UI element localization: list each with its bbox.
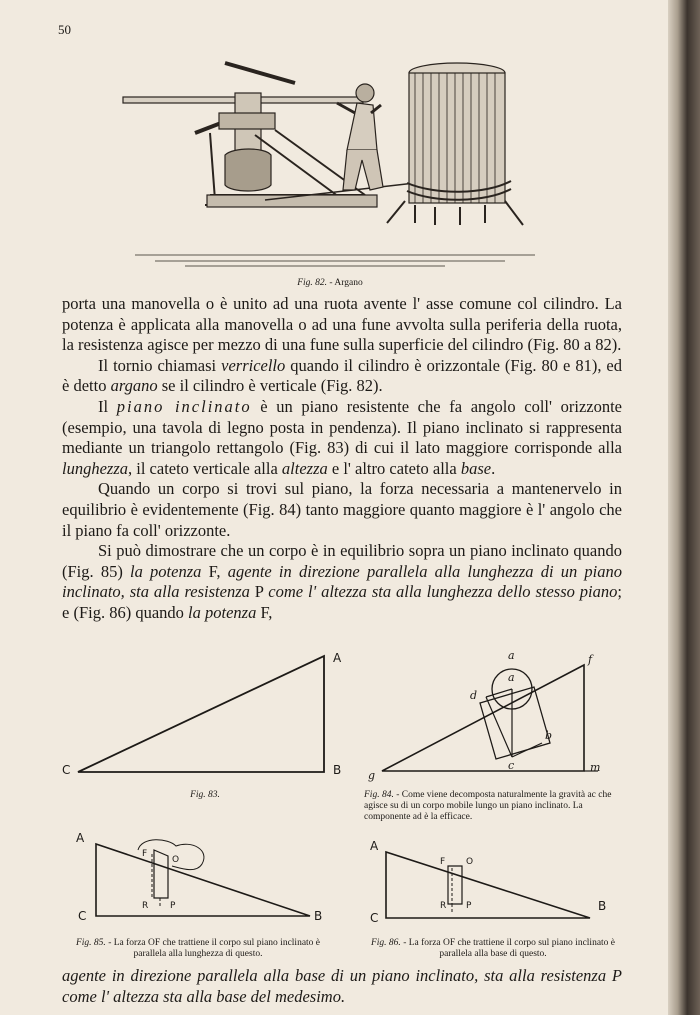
fig84-label-m: m [590, 761, 601, 774]
paragraph-5: Si può dimostrare che un corpo è in equilibrio sopra un piano inclinato quando (Fig. 85) la potenza F, agente in direzione parallela alla lunghezza di un piano inclinato, sta alla resistenza P come l' altezza sta alla lunghezza dello stesso piano; e (Fig. 86) quando la potenza F, [62, 541, 622, 622]
fig86-number: Fig. 86. [370, 938, 401, 948]
fig86-parallel-base-diagram [366, 834, 626, 928]
fig84-label-g: g [368, 769, 376, 782]
fig83-label-a: A [333, 651, 342, 665]
fig84-label-a-top: a [508, 649, 515, 662]
fig85-text: - La forza OF che trattiene il corpo sul piano inclinato è parallela alla lunghezza di questo. [105, 938, 321, 959]
fig82-capstan-illustration [115, 55, 555, 270]
closing-text [62, 966, 622, 1007]
fig86-label-r: R [440, 901, 447, 911]
fig86-text: - La forza OF che trattiene il corpo sul piano inclinato è parallela alla base di questo. [400, 938, 616, 959]
closing-paragraph: agente in direzione parallela alla base di un piano inclinato, sta alla resistenza P come l' altezza sta alla base del medesimo. [62, 966, 622, 1006]
fig84-number: Fig. 84. [364, 790, 394, 800]
fig82-title: - Argano [327, 278, 363, 288]
fig83-label-b: B [333, 763, 342, 777]
fig84-label-d: d [470, 689, 478, 702]
fig84-label-a: a [508, 671, 515, 684]
fig83-label-c: C [62, 763, 71, 777]
fig86-label-p: P [466, 901, 472, 911]
fig86-label-b: B [598, 899, 607, 913]
fig85-label-c: C [78, 909, 87, 923]
fig85-label-b: B [314, 909, 323, 923]
fig86-label-a: A [370, 839, 379, 853]
fig86-label-o: O [466, 857, 474, 867]
fig85-label-a: A [76, 831, 85, 845]
fig85-label-p: P [170, 901, 176, 911]
fig85-parallel-length-diagram [72, 828, 340, 928]
fig85-caption [60, 938, 336, 960]
fig84-label-c: c [508, 759, 515, 772]
fig86-caption [360, 938, 626, 960]
fig84-caption [364, 790, 626, 823]
fig85-label-f: F [142, 849, 148, 859]
fig86-label-f: F [440, 857, 446, 867]
fig82-number: Fig. 82. [297, 278, 328, 288]
paragraph-1: porta una manovella o è unito ad una ruota avente l' asse comune col cilindro. La potenza è applicata alla manovella o ad una fune avvolta sulla periferia della ruota, la resistenza agisce per mezzo di una fune sulla superficie del cilindro (Fig. 80 a 82). [62, 294, 622, 355]
fig84-text: - Come viene decomposta naturalmente la gravità ac che agisce su di un corpo mobile lungo un piano inclinato. La componente ad è la efficace. [364, 790, 612, 822]
paragraph-2: Il tornio chiamasi verricello quando il cilindro è orizzontale (Fig. 80 e 81), ed è detto argano se il cilindro è verticale (Fig. 82). [62, 355, 623, 396]
paragraph-3: Il piano inclinato è un piano resistente che fa angolo coll' orizzonte (esempio, una tavola di legno posta in pendenza). Il piano inclinato si rappresenta mediante un triangolo rettangolo (Fig. 83) di cui il lato maggiore corrisponde alla lunghezza, il cateto verticale alla altezza e l' altro cateto alla base. [62, 396, 622, 478]
paragraph-4: Quando un corpo si trovi sul piano, la forza necessaria a mantenervelo in equilibrio è evidentemente (Fig. 84) tanto maggiore quanto maggiore è l' angolo che il piano fa coll' orizzonte. [62, 479, 622, 540]
fig85-number: Fig. 85. [75, 938, 106, 948]
fig83-triangle-diagram [58, 648, 358, 783]
fig86-label-c: C [370, 911, 379, 925]
fig82-caption [250, 278, 410, 289]
book-spine-shadow [668, 0, 700, 1015]
fig84-decomposition-diagram [362, 645, 632, 785]
fig83-caption: Fig. 83. [190, 790, 220, 800]
page-number: 50 [58, 22, 71, 37]
fig85-label-r: R [142, 901, 149, 911]
fig84-label-b: b [545, 729, 553, 742]
fig85-label-o: O [172, 855, 180, 865]
main-text [62, 294, 622, 624]
fig84-label-f: f [588, 653, 593, 666]
